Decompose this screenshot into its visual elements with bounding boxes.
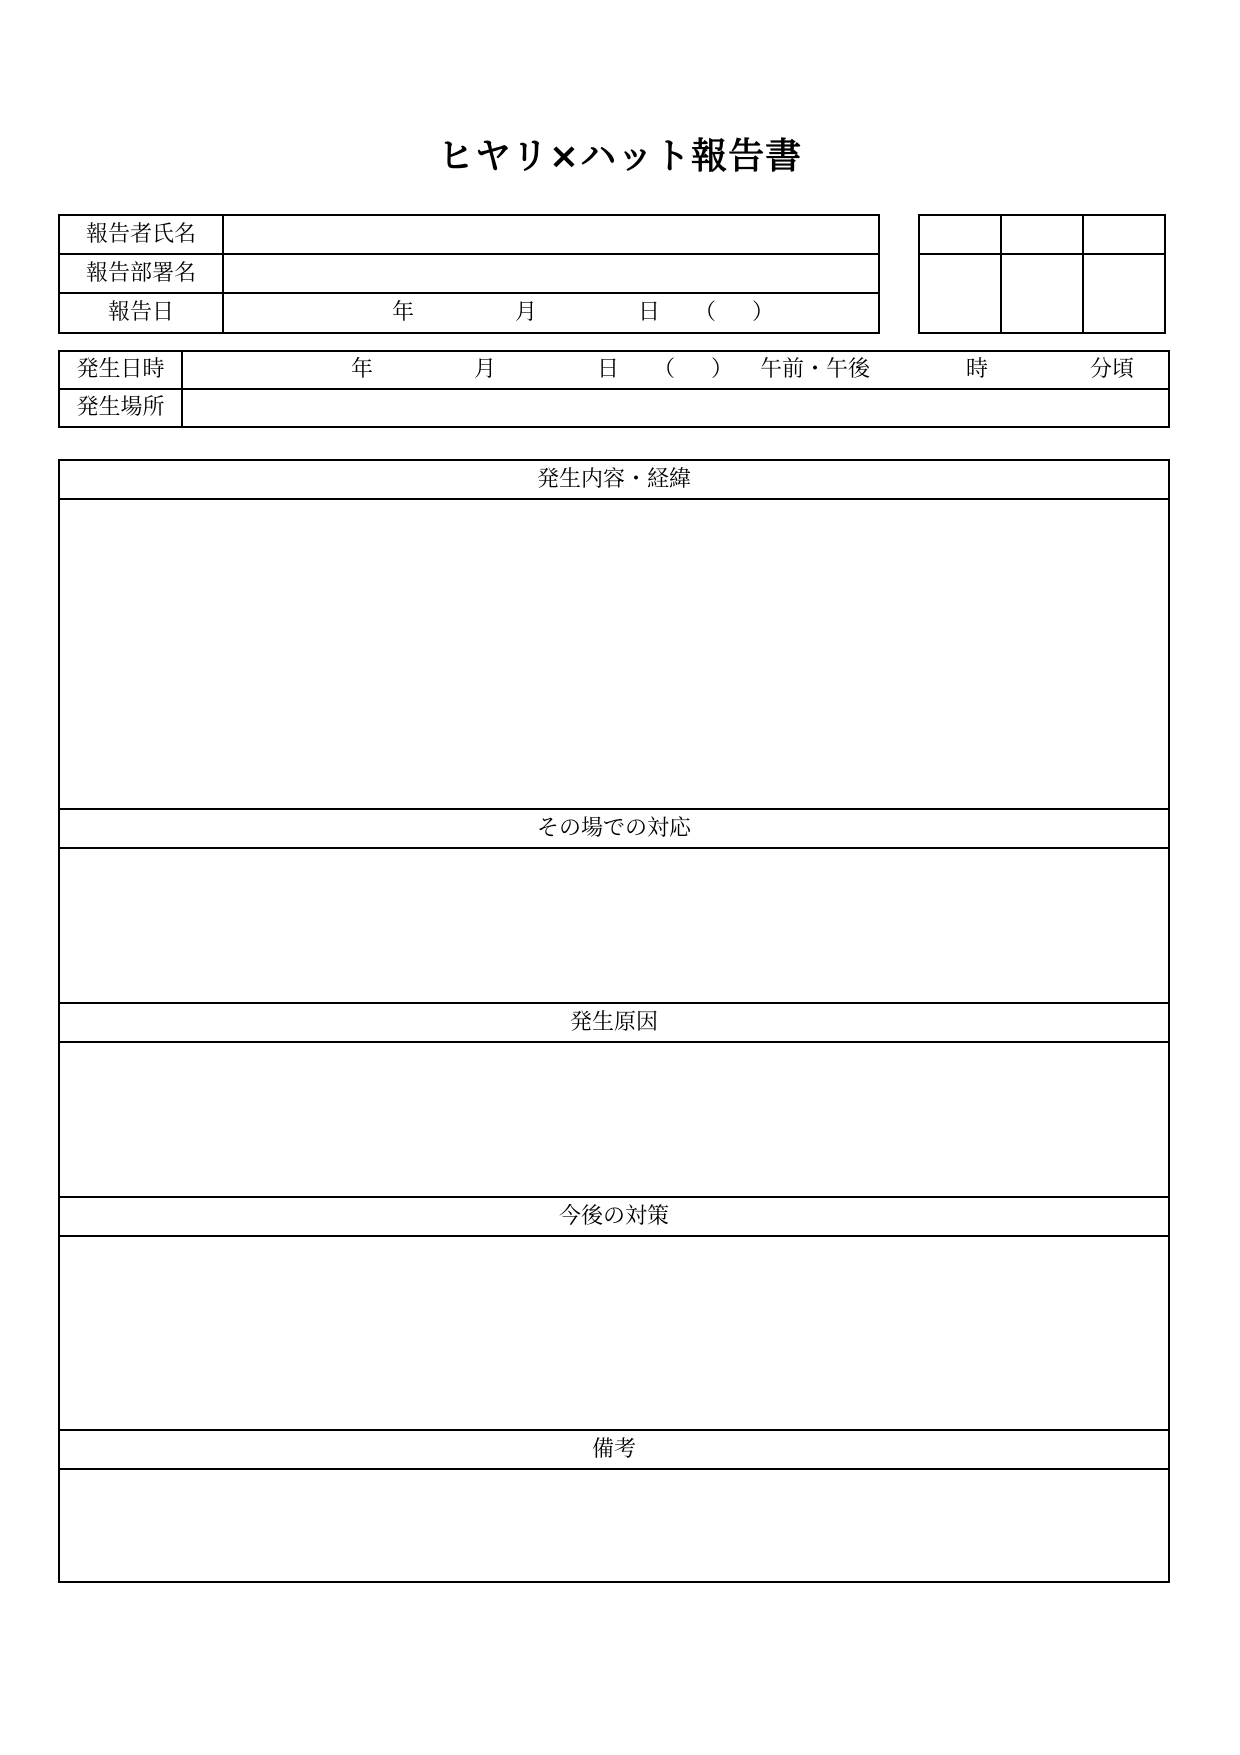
approval-stamp-cell[interactable] [1084, 255, 1164, 332]
occurrence-place-label: 発生場所 [76, 395, 165, 420]
occurrence-datetime-field[interactable] [183, 352, 1168, 388]
report-date-weekday-open: （ [693, 300, 717, 325]
occurrence-datetime-label: 発生日時 [76, 357, 165, 382]
occurrence-minute-unit: 分頃 [1089, 357, 1135, 382]
report-date-weekday-close: ） [751, 300, 775, 325]
occurrence-hour-unit: 時 [965, 357, 989, 382]
document-title: ヒヤリ×ハット報告書 [437, 136, 803, 177]
approval-stamp-cell[interactable] [920, 255, 1000, 332]
section-body-response[interactable] [60, 849, 1168, 1001]
section-body-cause[interactable] [60, 1043, 1168, 1195]
section-body-countermeasures[interactable] [60, 1237, 1168, 1427]
occurrence-month-unit: 月 [473, 357, 497, 382]
occurrence-weekday-open: （ [652, 357, 676, 382]
occurrence-place-field[interactable] [183, 390, 1168, 426]
occurrence-year-unit: 年 [350, 357, 374, 382]
section-title-details: 発生内容・経緯 [536, 466, 691, 492]
section-body-remarks[interactable] [60, 1470, 1168, 1581]
reporter-name-label: 報告者氏名 [85, 221, 196, 247]
report-date-day-unit: 日 [637, 300, 661, 325]
section-body-details[interactable] [60, 500, 1168, 806]
report-date-year-unit: 年 [391, 300, 415, 325]
approval-stamp-cell[interactable] [1002, 255, 1082, 332]
section-title-countermeasures: 今後の対策 [558, 1203, 669, 1229]
occurrence-day-unit: 日 [596, 357, 620, 382]
section-title-cause: 発生原因 [569, 1009, 658, 1035]
reporter-dept-label: 報告部署名 [85, 260, 196, 286]
section-title-remarks: 備考 [591, 1436, 636, 1462]
section-title-response: その場での対応 [536, 815, 691, 841]
reporter-dept-field[interactable] [224, 255, 878, 292]
report-date-label: 報告日 [107, 300, 174, 325]
occurrence-weekday-close: ） [710, 357, 734, 382]
report-date-field[interactable] [224, 294, 878, 332]
reporter-name-field[interactable] [224, 216, 878, 253]
occurrence-ampm-label: 午前・午後 [759, 357, 871, 382]
report-date-month-unit: 月 [514, 300, 538, 325]
